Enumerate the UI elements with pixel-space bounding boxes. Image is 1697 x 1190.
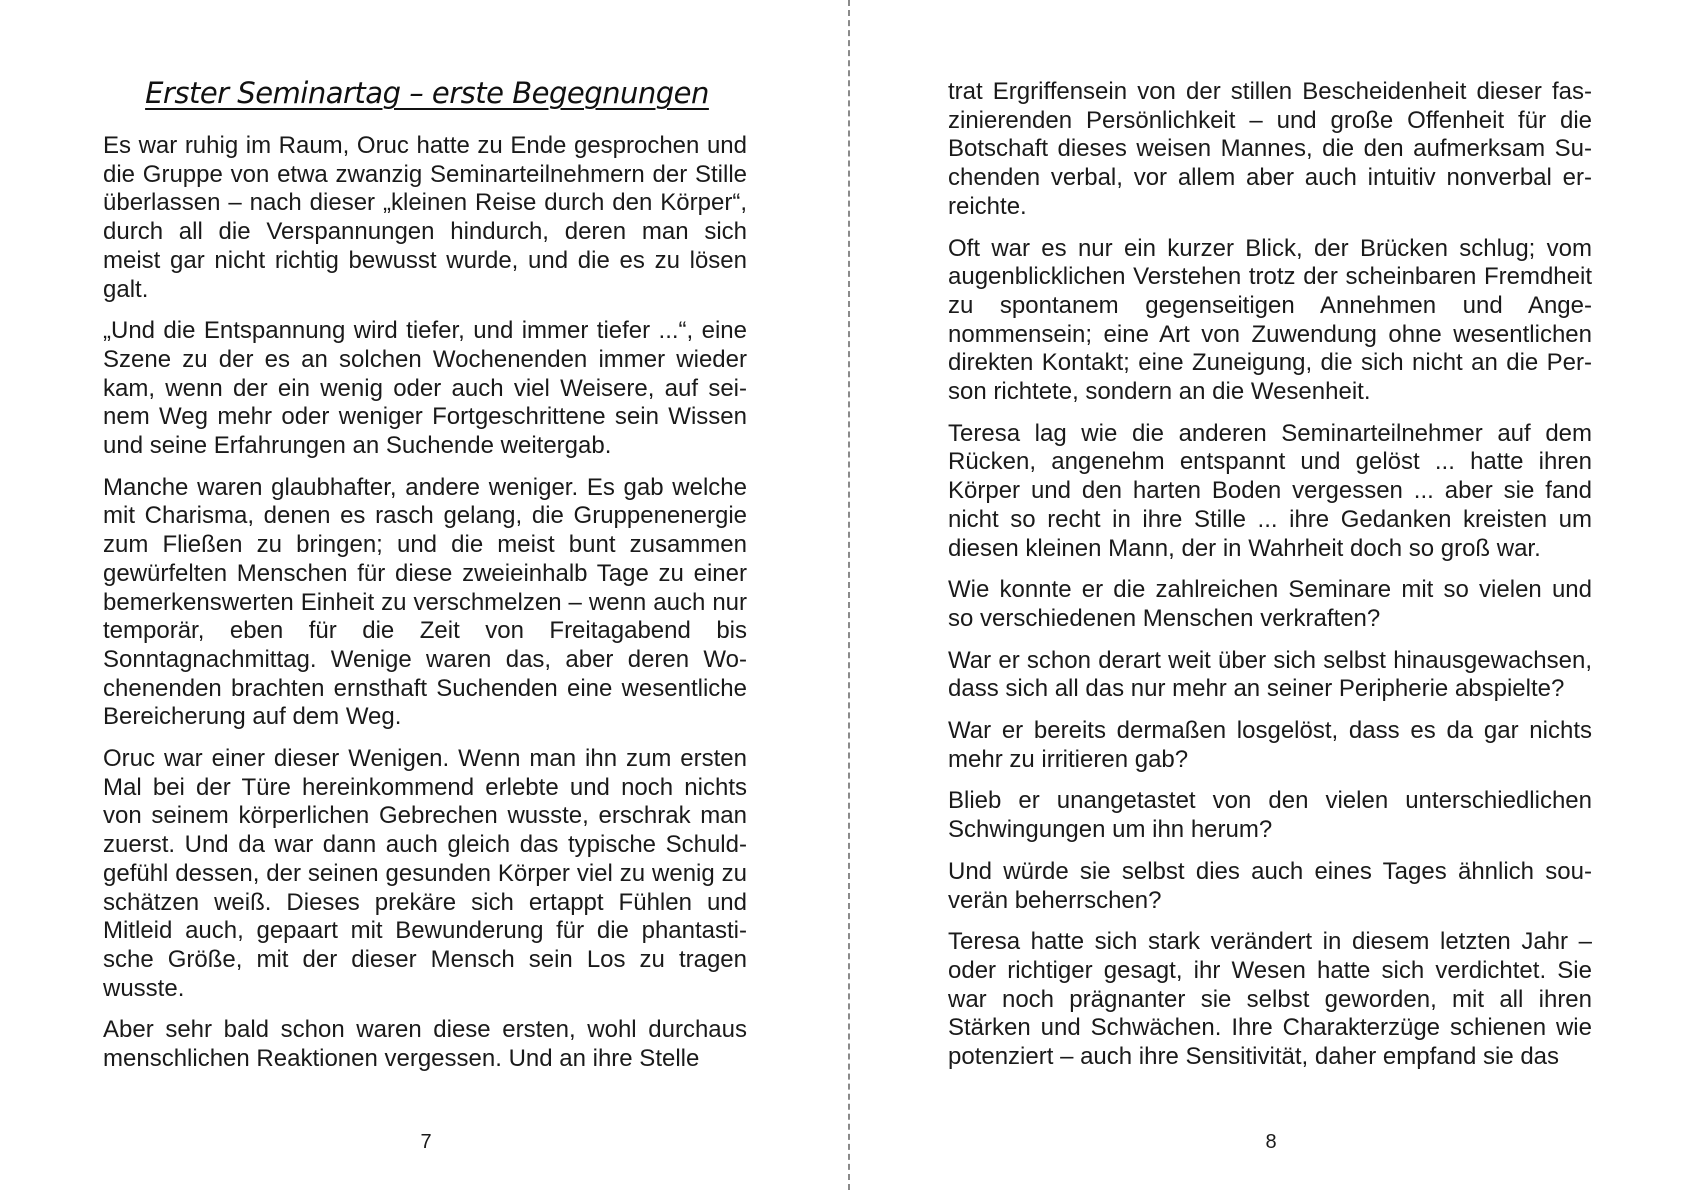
paragraph: Blieb er unangetastet von den vielen unterschiedlichen Schwingungen um ihn herum? (948, 787, 1592, 844)
left-page (0, 0, 848, 1190)
paragraph: „Und die Entspannung wird tiefer, und immer tiefer ...“, eine Szene zu der es an solchen Wochenenden immer wieder kam, wenn der ein wenig oder auch viel Weisere, auf seinem Weg mehr oder weniger Fortgeschrittene sein Wissen und seine Erfahrungen an Suchende weitergab. (103, 317, 747, 460)
paragraph: Wie konnte er die zahlreichen Seminare mit so vielen und so verschiedenen Menschen verkraften? (948, 576, 1592, 632)
paragraph: Oft war es nur ein kurzer Blick, der Brücken schlug; vom augenblicklichen Verstehen trotz der scheinbaren Fremdheit zu spontanem gegenseitigen Annehmen und Angenommensein; eine Art von Zuwendung ohne wesentlichen direkten Kontakt; eine Zuneigung, die sich nicht an die Person richtete, sondern an die Wesenheit. (948, 234, 1592, 406)
paragraph: Oruc war einer dieser Wenigen. Wenn man ihn zum ersten Mal bei der Türe hereinkommend erlebte und noch nichts von seinem körperlichen Gebrechen wusste, erschrak man zuerst. Und da war dann auch gleich das typische Schuldgefühl dessen, der seinen gesunden Körper viel zu wenig zu schätzen weiß. Dieses prekäre sich ertappt Fühlen und Mitleid auch, gepaart mit Bewunderung für die phantastische Größe, mit der dieser Mensch sein Los zu tragen wusste. (103, 745, 747, 1002)
paragraph: Aber sehr bald schon waren diese ersten, wohl durchaus menschlichen Reaktionen vergessen. Und an ihre Stelle (103, 1016, 747, 1073)
right-page-text (948, 78, 1592, 1085)
right-page (849, 0, 1697, 1190)
paragraph: Und würde sie selbst dies auch eines Tages ähnlich souverän beherrschen? (948, 857, 1592, 914)
paragraph: Manche waren glaubhafter, andere weniger. Es gab welche mit Charisma, denen es rasch gelang, die Gruppenenergie zum Fließen zu bringen; und die meist bunt zusammen gewürfelten Menschen für diese zweieinhalb Tage zu einer bemerkenswerten Einheit zu verschmelzen – wenn auch nur temporär, eben für die Zeit von Freitagabend bis Sonntagnachmittag. Wenige waren das, aber deren Wochenenden brachten ernsthaft Suchenden eine wesentliche Bereicherung auf dem Weg. (103, 473, 747, 731)
paragraph: trat Ergriffensein von der stillen Bescheidenheit dieser faszinierenden Persönlichkeit – und große Offenheit für die Botschaft dieses weisen Mannes, die den aufmerksam Suchenden verbal, vor allem aber auch intuitiv nonverbal erreichte. (948, 78, 1592, 220)
paragraph: Teresa lag wie die anderen Seminarteilnehmer auf dem Rücken, angenehm entspannt und gelöst ... hatte ihren Körper und den harten Boden vergessen ... aber sie fand nicht so recht in ihre Stille ... ihre Gedanken kreisten um diesen kleinen Mann, der in Wahrheit doch so groß war. (948, 419, 1592, 562)
paragraph: War er schon derart weit über sich selbst hinausgewachsen, dass sich all das nur mehr an seiner Peripherie abspielte? (948, 646, 1592, 703)
paragraph: Es war ruhig im Raum, Oruc hatte zu Ende gesprochen und die Gruppe von etwa zwanzig Seminarteilnehmern der Stille überlassen – nach dieser „kleinen Reise durch den Körper“, durch all die Verspannungen hindurch, deren man sich meist gar nicht richtig bewusst wurde, und die es zu lösen galt. (103, 132, 747, 303)
paragraph: War er bereits dermaßen losgelöst, dass es da gar nichts mehr zu irritieren gab? (948, 717, 1592, 773)
paragraph: Teresa hatte sich stark verändert in diesem letzten Jahr – oder richtiger gesagt, ihr Wesen hatte sich verdichtet. Sie war noch prägnanter sie selbst geworden, mit all ihren Stärken und Schwächen. Ihre Charakterzüge schienen wie potenziert – auch ihre Sensitivität, daher empfand sie das (948, 928, 1592, 1071)
chapter-title: Erster Seminartag – erste Begegnungen (145, 76, 709, 110)
page-number-left: 7 (420, 1131, 432, 1153)
page-number-right: 8 (1265, 1131, 1277, 1153)
left-page-text (103, 132, 747, 1087)
